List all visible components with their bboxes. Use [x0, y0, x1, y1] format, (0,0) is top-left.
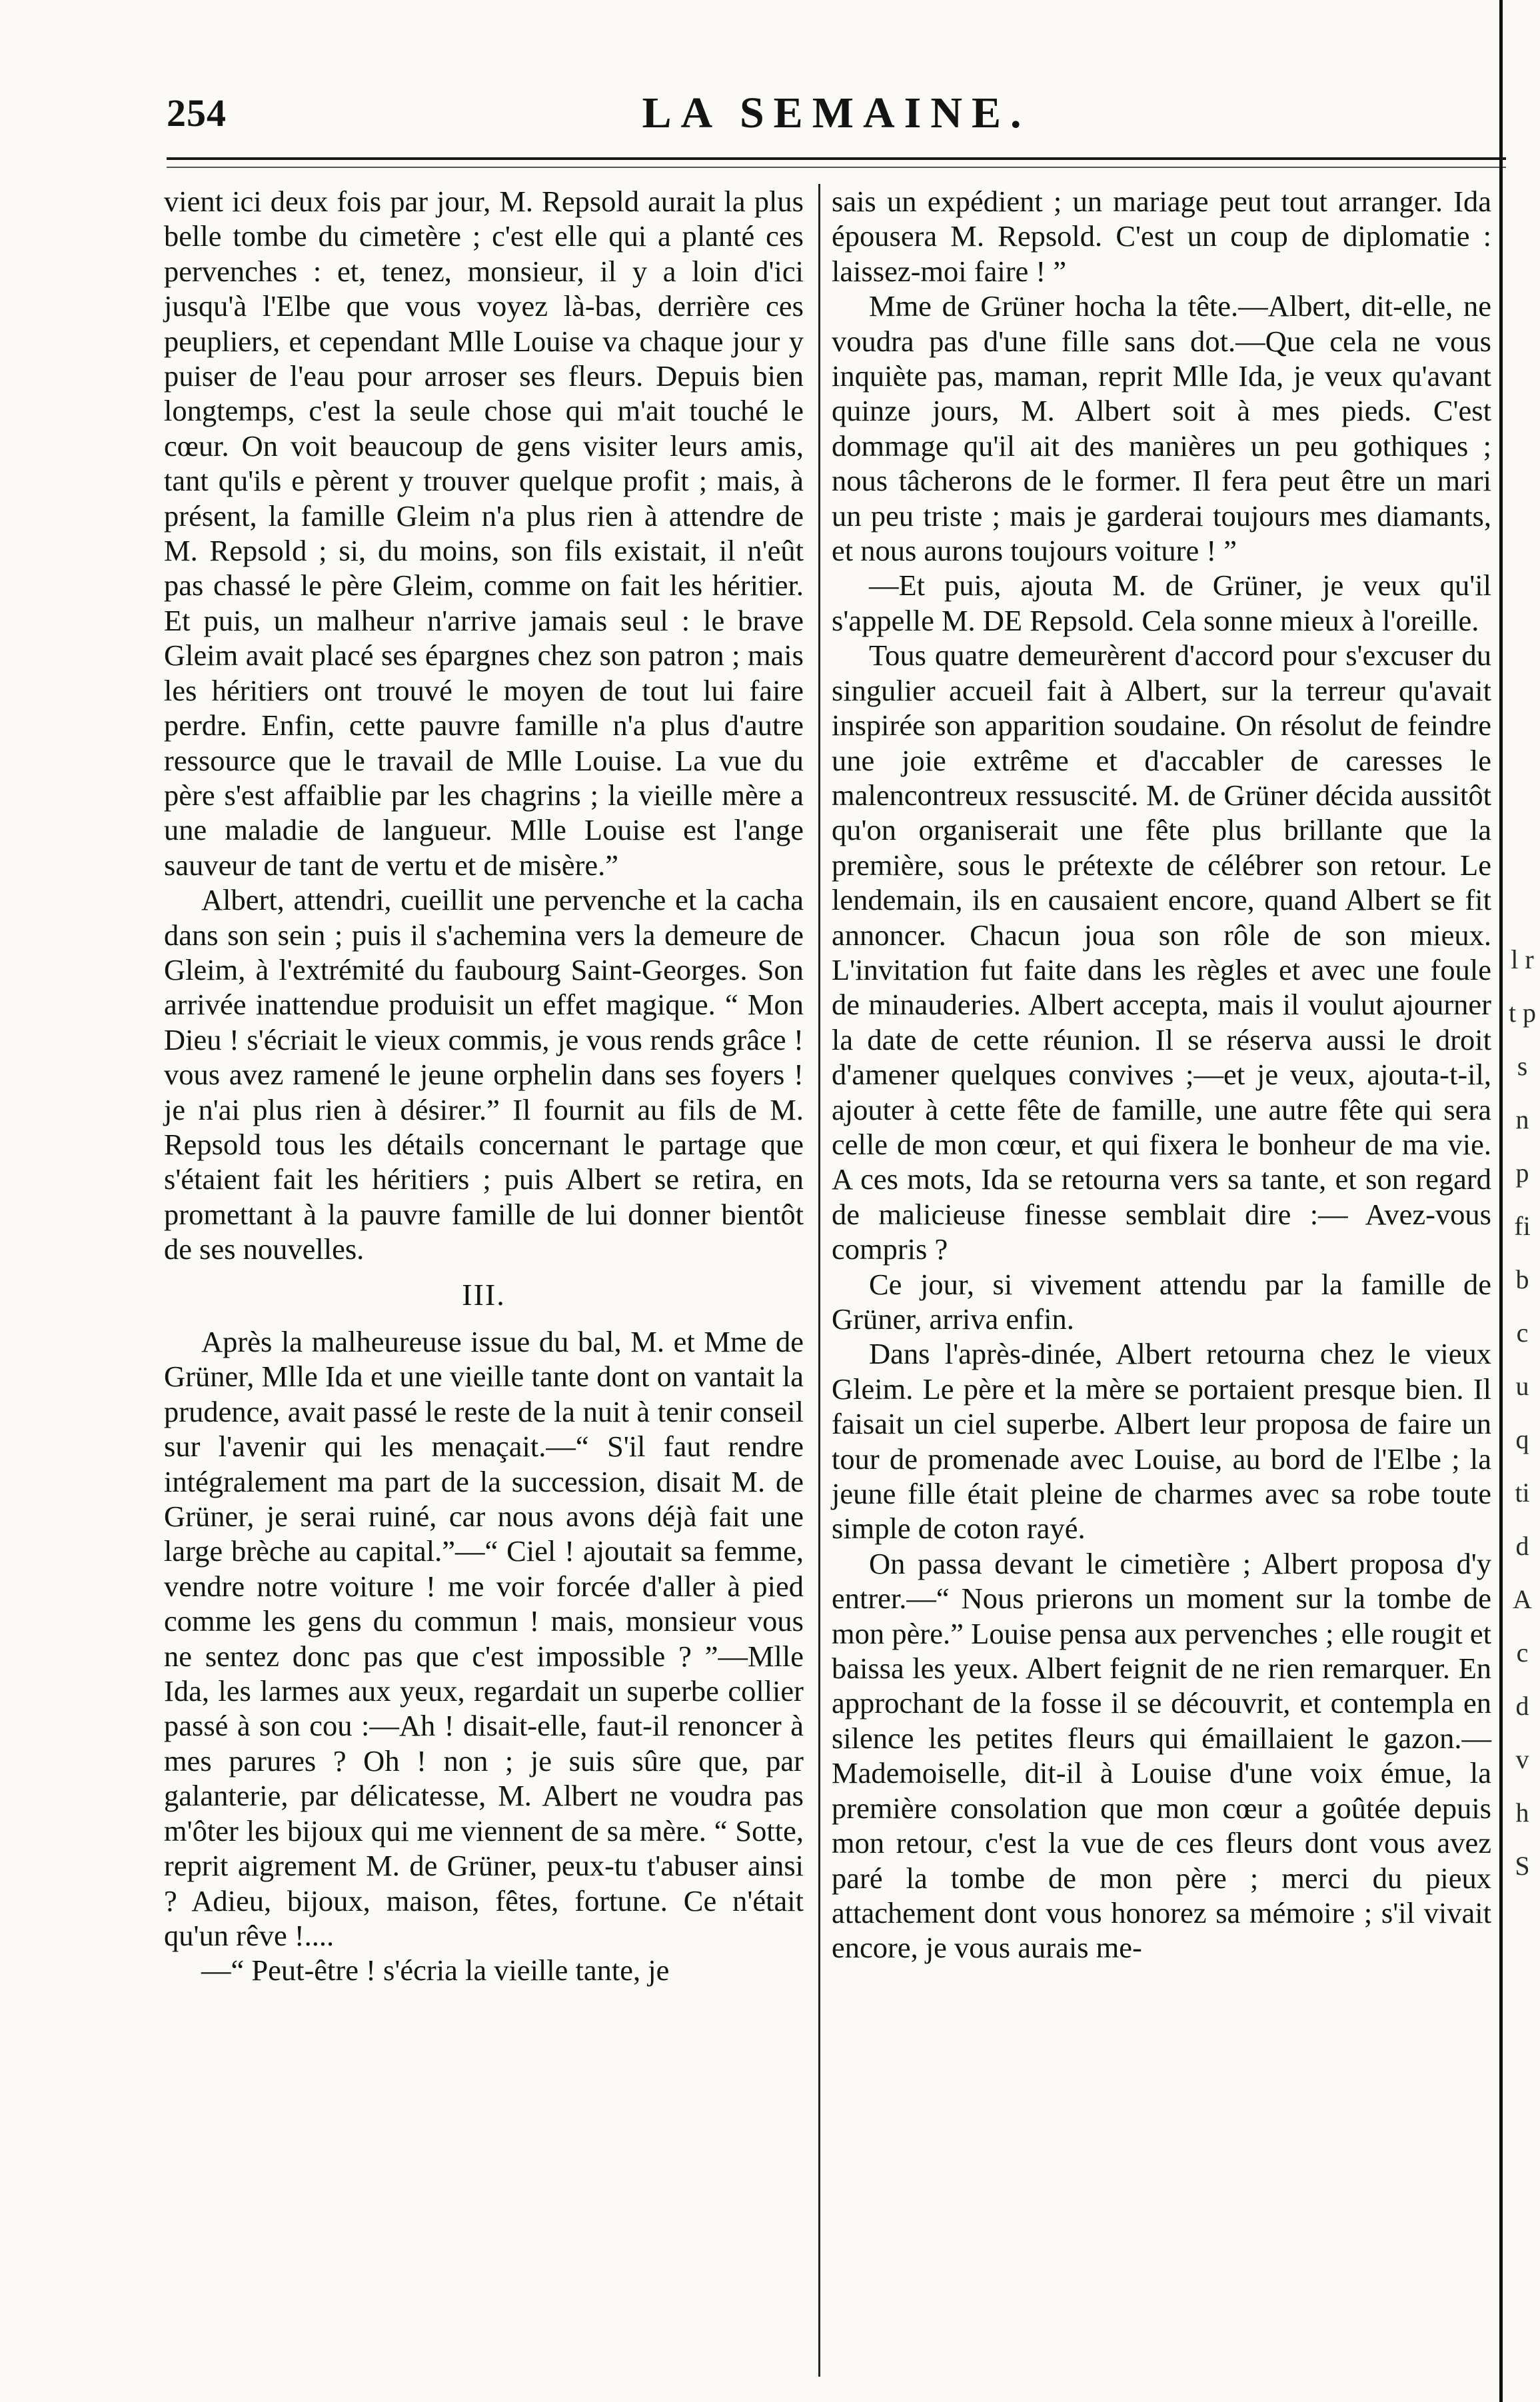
right-paragraph-6: Dans l'après-dinée, Albert retourna chez le vieux Gleim. Le père et la mère se portaient presque bien. Il faisait un ciel superbe. Albert leur proposa de faire un tour de promenade avec Louise, au bord de l'Elbe ; la jeune fille était pleine de charmes avec sa robe toute simple de coton rayé. [832, 1337, 1491, 1546]
right-paragraph-7: On passa devant le cimetière ; Albert proposa d'y entrer.—“ Nous prierons un moment sur la tombe de mon père.” Louise pensa aux pervenches ; elle rougit et baissa les yeux. Albert feignit de ne rien remarquer. En approchant de la fosse il se découvrit, et contempla en silence les petites fleurs qui émaillaient le gazon.—Mademoiselle, dit-il à Louise d'une voix émue, la première consolation que mon cœur a goûtée depuis mon retour, c'est la vue de ces fleurs dont vous avez paré la tombe de mon père ; merci du pieux attachement dont vous honorez sa mémoire ; s'il vivait encore, je vous aurais me- [832, 1546, 1491, 1965]
section-heading: III. [462, 1277, 506, 1312]
page-edge-rule [1499, 0, 1503, 2402]
left-paragraph-4: —“ Peut-être ! s'écria la vieille tante, je [201, 1953, 670, 1987]
right-paragraph-1: sais un expédient ; un mariage peut tout arranger. Ida épousera M. Repsold. C'est un coup de diplomatie : laissez-moi faire ! ” [832, 185, 1491, 288]
right-paragraph-2: Mme de Grüner hocha la tête.—Albert, dit-elle, ne voudra pas d'une fille sans dot.—Que cela ne vous inquiète pas, maman, reprit Mlle Ida, je veux qu'avant quinze jours, M. Albert soit à mes pieds. C'est dommage qu'il ait des manières un peu gothiques ; nous tâcherons de le former. Il fera peut être un mari un peu triste ; mais je garderai toujours mes diamants, et nous aurons toujours voiture ! ” [832, 289, 1491, 568]
right-paragraph-5: Ce jour, si vivement attendu par la famille de Grüner, arriva enfin. [832, 1267, 1491, 1336]
right-paragraph-3: —Et puis, ajouta M. de Grüner, je veux qu'il s'appelle M. DE Repsold. Cela sonne mieux à l'oreille. [832, 569, 1491, 637]
right-paragraph-4: Tous quatre demeurèrent d'accord pour s'excuser du singulier accueil fait à Albert, sur la terreur qu'avait inspirée son apparition soudaine. On résolut de feindre une joie extrême et d'accabler de caresses le malencontreux ressuscité. M. de Grüner décida aussitôt qu'on organiserait une fête plus brillante que la première, sous le prétexte de célébrer son retour. Le lendemain, ils en causaient encore, quand Albert se fit annoncer. Chacun joua son rôle de son mieux. L'invitation fut faite dans les règles et avec une foule de minauderies. Albert accepta, mais il voulut ajourner la date de cette réunion. Il se réserva aussi le droit d'amener quelques convives ;—et je veux, ajouta-t-il, ajouter à cette fête de famille, une autre fête qui sera celle de mon cœur, et qui fixera le bonheur de ma vie. A ces mots, Ida se retourna vers sa tante, et son regard de malicieuse finesse semblait dire :— Avez-vous compris ? [832, 638, 1491, 1266]
column-divider [818, 184, 820, 2377]
right-column [832, 184, 1491, 1965]
left-paragraph-2: Albert, attendri, cueillit une pervenche et la cacha dans son sein ; puis il s'achemina vers la demeure de Gleim, à l'extrémité du faubourg Saint-Georges. Son arrivée inattendue produisit un effet magique. “ Mon Dieu ! s'écriait le vieux commis, je vous rends grâce ! vous avez ramené le jeune orphelin dans ses foyers ! je n'ai plus rien à désirer.” Il fournit au fils de M. Repsold tous les détails concernant le partage que s'étaient fait les héritiers ; puis Albert se retira, en promettant à la pauvre famille de lui donner bientôt de ses nouvelles. [164, 883, 804, 1266]
left-column [164, 184, 804, 1988]
left-paragraph-3: Après la malheureuse issue du bal, M. et Mme de Grüner, Mlle Ida et une vieille tante dont on vantait la prudence, avait passé le reste de la nuit à tenir conseil sur l'avenir qui les menaçait.—“ S'il faut rendre intégralement ma part de la succession, disait M. de Grüner, je serai ruiné, car nous avons déjà fait une large brèche au capital.”—“ Ciel ! ajoutait sa femme, vendre notre voiture ! me voir forcée d'aller à pied comme les gens du commun ! mais, monsieur vous ne sentez donc pas que c'est impossible ? ”—Mlle Ida, les larmes aux yeux, regardait un superbe collier passé à son cou :—Ah ! disait-elle, faut-il renoncer à mes parures ? Oh ! non ; je suis sûre que, par galanterie, par délicatesse, M. Albert ne voudra pas m'ôter les bijoux qui me viennent de sa mère. “ Sotte, reprit aigrement M. de Grüner, peux-tu t'abuser ainsi ? Adieu, bijoux, maison, fêtes, fortune. Ce n'était qu'un rêve !.... [164, 1325, 804, 1952]
page-header [167, 79, 1506, 145]
header-rule [167, 157, 1506, 160]
header-rule-thin [167, 167, 1506, 168]
adjacent-page-fragment: l r t p s n p fi b c u q ti d A c d v h S [1508, 944, 1537, 1881]
page-number: 254 [167, 91, 227, 135]
running-title: LA SEMAINE. [642, 89, 1031, 137]
left-paragraph-1: vient ici deux fois par jour, M. Repsold aurait la plus belle tombe du cimetère ; c'est elle qui a planté ces pervenches : et, tenez, monsieur, il y a loin d'ici jusqu'à l'Elbe que vous voyez là-bas, derrière ces peupliers, et cependant Mlle Louise va chaque jour y puiser de l'eau pour arroser ses fleurs. Depuis bien longtemps, c'est la seule chose qui m'ait touché le cœur. On voit beaucoup de gens visiter leurs amis, tant qu'ils e pèrent y trouver quelque profit ; mais, à présent, la famille Gleim n'a plus rien à attendre de M. Repsold ; si, du moins, son fils existait, il n'eût pas chassé le père Gleim, comme on fait les héritier. Et puis, un malheur n'arrive jamais seul : le brave Gleim avait placé ses épargnes chez son patron ; mais les héritiers ont trouvé le moyen de tout lui faire perdre. Enfin, cette pauvre famille n'a plus d'autre ressource que le travail de Mlle Louise. La vue du père s'est affaiblie par les chagrins ; la vieille mère a une maladie de langueur. Mlle Louise est l'ange sauveur de tant de vertu et de misère.” [164, 185, 804, 882]
